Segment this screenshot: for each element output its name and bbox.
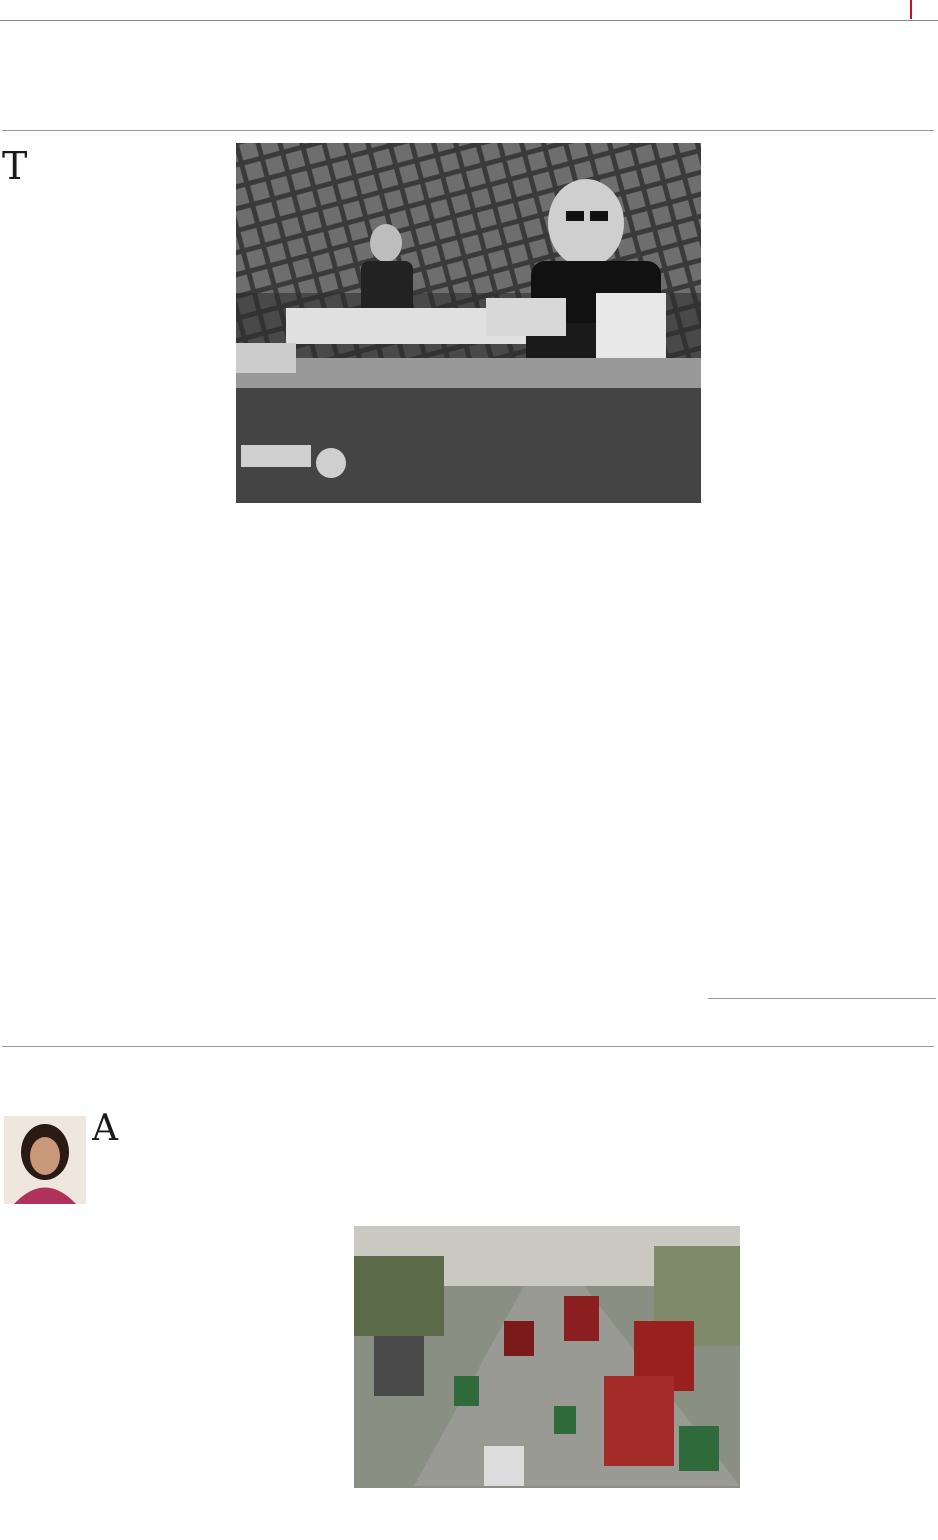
page-header [0,0,938,21]
article1-column-2 [236,526,462,1046]
article1-column-3 [473,526,699,1046]
article2-intro [92,1112,226,1228]
avatar [4,1116,86,1204]
traffic-photo-illustration [354,1226,740,1488]
article1-column-1 [2,148,228,1046]
author-photo [4,1116,86,1204]
article1-photo [236,143,701,503]
page-number-divider [910,0,912,19]
article2-column-1 [2,1230,226,1540]
article2-column-2-top [232,1112,360,1220]
article2-column-5 [746,1112,936,1512]
article2-column-3-top [370,1112,498,1220]
dropcap: A [92,1112,118,1149]
dropcap: T [2,148,28,188]
speech-photo-illustration [236,143,701,503]
footnote-rule [708,998,936,999]
article1-top-rule [2,130,934,131]
article2-photo [354,1226,740,1488]
article2-column-4-top [508,1112,638,1220]
article1-column-4 [708,136,936,996]
article2-top-rule [2,1046,934,1047]
